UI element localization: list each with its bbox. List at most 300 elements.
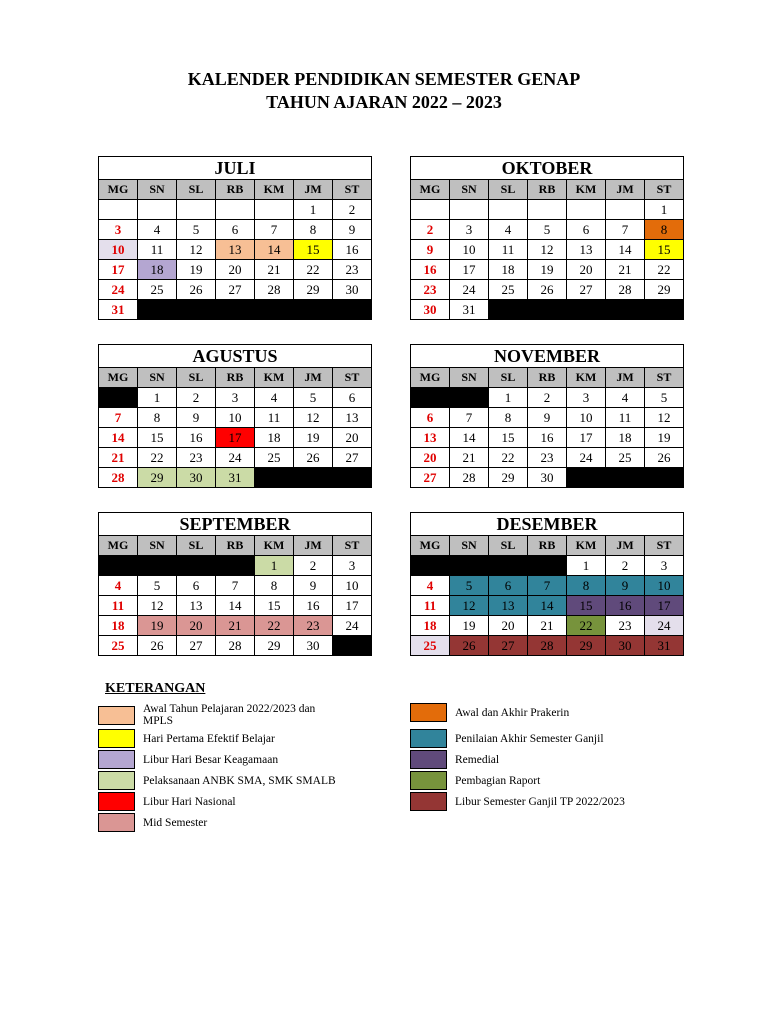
date-cell: 9	[606, 576, 645, 596]
legend-swatch	[98, 771, 135, 790]
date-cell: 21	[99, 448, 138, 468]
date-cell: 23	[606, 616, 645, 636]
week-row	[411, 428, 684, 448]
date-cell: 24	[450, 280, 489, 300]
date-cell: 8	[255, 576, 294, 596]
legend-swatch	[410, 703, 447, 722]
date-cell: 20	[489, 616, 528, 636]
week-row	[411, 576, 684, 596]
date-cell: 18	[255, 428, 294, 448]
date-cell: 28	[450, 468, 489, 488]
date-cell: 22	[294, 260, 333, 280]
calendar-september	[98, 512, 372, 656]
date-cell: 6	[489, 576, 528, 596]
date-cell: 31	[645, 636, 684, 656]
date-cell: 4	[489, 220, 528, 240]
week-row	[99, 596, 372, 616]
date-cell: 14	[450, 428, 489, 448]
date-cell: 3	[450, 220, 489, 240]
date-cell: 26	[528, 280, 567, 300]
day-header: RB	[528, 180, 567, 200]
date-cell: 26	[450, 636, 489, 656]
date-cell: 14	[606, 240, 645, 260]
legend-item	[410, 703, 569, 722]
date-cell: 23	[411, 280, 450, 300]
date-cell	[99, 200, 138, 220]
week-row	[99, 636, 372, 656]
week-row	[411, 388, 684, 408]
date-cell: 29	[294, 280, 333, 300]
date-cell: 3	[333, 556, 372, 576]
date-cell: 3	[567, 388, 606, 408]
date-cell: 22	[567, 616, 606, 636]
date-cell: 9	[528, 408, 567, 428]
date-cell: 18	[99, 616, 138, 636]
date-cell: 10	[333, 576, 372, 596]
date-cell: 6	[411, 408, 450, 428]
date-cell: 11	[255, 408, 294, 428]
date-cell: 28	[528, 636, 567, 656]
day-header: KM	[255, 536, 294, 556]
date-cell: 19	[138, 616, 177, 636]
date-cell: 25	[99, 636, 138, 656]
day-header: RB	[216, 368, 255, 388]
legend-swatch	[98, 792, 135, 811]
day-header: JM	[294, 536, 333, 556]
date-cell: 1	[255, 556, 294, 576]
date-cell	[333, 300, 372, 320]
date-cell: 19	[177, 260, 216, 280]
date-cell: 6	[177, 576, 216, 596]
date-cell: 11	[99, 596, 138, 616]
date-cell: 8	[294, 220, 333, 240]
legend-label: Libur Hari Besar Keagamaan	[143, 753, 279, 766]
week-row	[411, 556, 684, 576]
date-cell: 1	[138, 388, 177, 408]
day-header: SN	[450, 368, 489, 388]
legend-label: Hari Pertama Efektif Belajar	[143, 732, 275, 745]
date-cell: 13	[489, 596, 528, 616]
day-header: ST	[645, 368, 684, 388]
date-cell: 5	[645, 388, 684, 408]
day-header: JM	[606, 536, 645, 556]
date-cell: 18	[411, 616, 450, 636]
date-cell: 5	[138, 576, 177, 596]
date-cell: 26	[645, 448, 684, 468]
week-row	[99, 300, 372, 320]
date-cell: 7	[606, 220, 645, 240]
day-header: SL	[489, 368, 528, 388]
date-cell: 29	[645, 280, 684, 300]
date-cell: 15	[645, 240, 684, 260]
date-cell: 21	[450, 448, 489, 468]
calendar-desember	[410, 512, 684, 656]
date-cell: 13	[333, 408, 372, 428]
legend-item	[98, 703, 348, 727]
legend-swatch	[98, 813, 135, 832]
date-cell	[489, 556, 528, 576]
legend-item	[98, 813, 207, 832]
calendar-juli	[98, 156, 372, 320]
legend-item	[410, 750, 499, 769]
legend-label: Pembagian Raport	[455, 774, 541, 787]
week-row	[411, 240, 684, 260]
date-cell: 1	[489, 388, 528, 408]
date-cell: 28	[216, 636, 255, 656]
date-cell	[216, 556, 255, 576]
date-cell: 7	[450, 408, 489, 428]
date-cell: 24	[216, 448, 255, 468]
date-cell: 30	[528, 468, 567, 488]
legend-swatch	[98, 750, 135, 769]
week-row	[411, 260, 684, 280]
date-cell: 20	[333, 428, 372, 448]
date-cell: 2	[177, 388, 216, 408]
date-cell: 25	[489, 280, 528, 300]
day-header: KM	[567, 368, 606, 388]
date-cell	[294, 300, 333, 320]
day-header: ST	[645, 180, 684, 200]
date-cell: 20	[411, 448, 450, 468]
date-cell: 20	[216, 260, 255, 280]
date-cell	[99, 388, 138, 408]
date-cell: 22	[489, 448, 528, 468]
date-cell: 10	[645, 576, 684, 596]
month-name: SEPTEMBER	[99, 513, 372, 536]
date-cell	[528, 556, 567, 576]
day-header: SN	[138, 368, 177, 388]
date-cell: 25	[606, 448, 645, 468]
date-cell: 10	[450, 240, 489, 260]
date-cell: 27	[567, 280, 606, 300]
date-cell	[450, 200, 489, 220]
date-cell: 19	[645, 428, 684, 448]
date-cell: 27	[411, 468, 450, 488]
date-cell: 29	[138, 468, 177, 488]
date-cell: 23	[294, 616, 333, 636]
day-header: SL	[177, 536, 216, 556]
date-cell	[411, 388, 450, 408]
date-cell: 16	[528, 428, 567, 448]
date-cell: 31	[216, 468, 255, 488]
date-cell: 11	[606, 408, 645, 428]
date-cell: 21	[606, 260, 645, 280]
day-header: SL	[177, 368, 216, 388]
date-cell: 5	[528, 220, 567, 240]
date-cell: 18	[138, 260, 177, 280]
date-cell: 18	[606, 428, 645, 448]
legend-swatch	[98, 729, 135, 748]
date-cell	[333, 636, 372, 656]
date-cell: 5	[450, 576, 489, 596]
day-header: SN	[450, 536, 489, 556]
date-cell: 13	[177, 596, 216, 616]
date-cell	[216, 200, 255, 220]
date-cell: 8	[138, 408, 177, 428]
date-cell: 9	[333, 220, 372, 240]
week-row	[411, 300, 684, 320]
month-name: JULI	[99, 157, 372, 180]
date-cell	[177, 556, 216, 576]
date-cell	[411, 200, 450, 220]
date-cell: 9	[177, 408, 216, 428]
date-cell: 19	[450, 616, 489, 636]
day-header: MG	[99, 368, 138, 388]
week-row	[411, 408, 684, 428]
day-header: ST	[333, 180, 372, 200]
legend-item	[98, 750, 278, 769]
week-row	[411, 448, 684, 468]
date-cell: 23	[333, 260, 372, 280]
day-header: ST	[645, 536, 684, 556]
week-row	[99, 428, 372, 448]
day-header: KM	[255, 180, 294, 200]
date-cell: 7	[255, 220, 294, 240]
date-cell	[138, 200, 177, 220]
calendar-november	[410, 344, 684, 488]
date-cell	[255, 200, 294, 220]
date-cell	[606, 200, 645, 220]
date-cell: 7	[216, 576, 255, 596]
legend-label: Mid Semester	[143, 816, 208, 829]
week-row	[411, 596, 684, 616]
date-cell: 17	[333, 596, 372, 616]
legend-item	[410, 792, 625, 811]
date-cell: 19	[294, 428, 333, 448]
week-row	[99, 388, 372, 408]
date-cell: 2	[606, 556, 645, 576]
day-header: KM	[255, 368, 294, 388]
day-header: KM	[567, 180, 606, 200]
week-row	[411, 616, 684, 636]
date-cell: 16	[294, 596, 333, 616]
date-cell: 2	[411, 220, 450, 240]
date-cell: 7	[528, 576, 567, 596]
week-row	[99, 616, 372, 636]
date-cell: 31	[450, 300, 489, 320]
week-row	[99, 200, 372, 220]
date-cell: 3	[216, 388, 255, 408]
date-cell: 21	[216, 616, 255, 636]
date-cell: 18	[489, 260, 528, 280]
date-cell: 3	[99, 220, 138, 240]
date-cell: 25	[138, 280, 177, 300]
day-header: JM	[606, 368, 645, 388]
date-cell: 6	[333, 388, 372, 408]
date-cell: 11	[138, 240, 177, 260]
date-cell: 30	[411, 300, 450, 320]
day-header: JM	[294, 180, 333, 200]
date-cell	[177, 200, 216, 220]
date-cell: 12	[450, 596, 489, 616]
date-cell: 12	[645, 408, 684, 428]
legend-label: Libur Semester Ganjil TP 2022/2023	[455, 795, 625, 808]
date-cell: 22	[255, 616, 294, 636]
date-cell: 15	[294, 240, 333, 260]
date-cell	[216, 300, 255, 320]
date-cell: 13	[216, 240, 255, 260]
day-header: MG	[411, 368, 450, 388]
date-cell: 6	[567, 220, 606, 240]
week-row	[99, 468, 372, 488]
day-header: MG	[411, 180, 450, 200]
week-row	[99, 260, 372, 280]
date-cell: 9	[294, 576, 333, 596]
day-header: MG	[411, 536, 450, 556]
date-cell: 16	[606, 596, 645, 616]
date-cell: 14	[99, 428, 138, 448]
date-cell: 28	[606, 280, 645, 300]
week-row	[411, 636, 684, 656]
page-title-line2: TAHUN AJARAN 2022 – 2023	[266, 92, 502, 112]
date-cell: 4	[606, 388, 645, 408]
date-cell: 9	[411, 240, 450, 260]
legend-label: Pelaksanaan ANBK SMA, SMK SMALB	[143, 774, 336, 787]
date-cell: 4	[411, 576, 450, 596]
day-header: JM	[294, 368, 333, 388]
day-header: RB	[216, 180, 255, 200]
day-header: ST	[333, 368, 372, 388]
day-header: RB	[216, 536, 255, 556]
date-cell: 30	[177, 468, 216, 488]
date-cell	[645, 468, 684, 488]
date-cell: 2	[294, 556, 333, 576]
week-row	[99, 220, 372, 240]
date-cell	[450, 388, 489, 408]
legend-title: KETERANGAN	[105, 681, 206, 696]
calendar-oktober	[410, 156, 684, 320]
date-cell: 14	[216, 596, 255, 616]
day-header: RB	[528, 536, 567, 556]
date-cell: 1	[645, 200, 684, 220]
date-cell: 14	[255, 240, 294, 260]
date-cell: 13	[411, 428, 450, 448]
legend-label: Remedial	[455, 753, 500, 766]
week-row	[411, 468, 684, 488]
date-cell: 20	[177, 616, 216, 636]
day-header: SN	[450, 180, 489, 200]
page-title-line1: KALENDER PENDIDIKAN SEMESTER GENAP	[187, 69, 581, 89]
date-cell: 16	[411, 260, 450, 280]
date-cell: 25	[255, 448, 294, 468]
week-row	[99, 280, 372, 300]
legend-label: Penilaian Akhir Semester Ganjil	[455, 732, 604, 745]
calendar-agustus	[98, 344, 372, 488]
date-cell	[606, 300, 645, 320]
legend-swatch	[410, 792, 447, 811]
date-cell: 25	[411, 636, 450, 656]
date-cell	[489, 300, 528, 320]
date-cell: 2	[528, 388, 567, 408]
date-cell: 7	[99, 408, 138, 428]
date-cell: 21	[528, 616, 567, 636]
legend-label: Awal dan Akhir Prakerin	[455, 706, 570, 719]
legend-item	[410, 771, 540, 790]
legend-label: Libur Hari Nasional	[143, 795, 236, 808]
day-header: SN	[138, 536, 177, 556]
date-cell: 12	[294, 408, 333, 428]
date-cell	[138, 300, 177, 320]
date-cell: 8	[489, 408, 528, 428]
date-cell: 22	[645, 260, 684, 280]
day-header: SL	[489, 536, 528, 556]
day-header: ST	[333, 536, 372, 556]
date-cell: 12	[138, 596, 177, 616]
date-cell: 30	[333, 280, 372, 300]
legend-item	[98, 729, 275, 748]
date-cell	[294, 468, 333, 488]
day-header: MG	[99, 180, 138, 200]
date-cell: 11	[489, 240, 528, 260]
date-cell	[528, 200, 567, 220]
date-cell: 23	[528, 448, 567, 468]
date-cell: 26	[138, 636, 177, 656]
date-cell: 8	[645, 220, 684, 240]
date-cell	[606, 468, 645, 488]
date-cell: 27	[177, 636, 216, 656]
date-cell: 3	[645, 556, 684, 576]
date-cell: 27	[489, 636, 528, 656]
date-cell	[255, 300, 294, 320]
date-cell	[645, 300, 684, 320]
date-cell: 30	[606, 636, 645, 656]
date-cell	[489, 200, 528, 220]
date-cell: 21	[255, 260, 294, 280]
week-row	[99, 556, 372, 576]
legend-swatch	[410, 771, 447, 790]
date-cell: 11	[411, 596, 450, 616]
date-cell: 26	[177, 280, 216, 300]
day-header: SL	[177, 180, 216, 200]
date-cell: 1	[294, 200, 333, 220]
date-cell: 31	[99, 300, 138, 320]
date-cell: 1	[567, 556, 606, 576]
date-cell: 15	[489, 428, 528, 448]
date-cell: 29	[255, 636, 294, 656]
day-header: MG	[99, 536, 138, 556]
date-cell: 22	[138, 448, 177, 468]
date-cell: 28	[99, 468, 138, 488]
date-cell	[99, 556, 138, 576]
date-cell: 14	[528, 596, 567, 616]
legend-item	[410, 729, 604, 748]
date-cell: 16	[177, 428, 216, 448]
date-cell: 17	[216, 428, 255, 448]
legend-item	[98, 792, 236, 811]
date-cell: 27	[216, 280, 255, 300]
date-cell: 24	[99, 280, 138, 300]
date-cell	[567, 468, 606, 488]
date-cell: 29	[567, 636, 606, 656]
date-cell: 2	[333, 200, 372, 220]
day-header: KM	[567, 536, 606, 556]
month-name: AGUSTUS	[99, 345, 372, 368]
day-header: SL	[489, 180, 528, 200]
date-cell: 5	[177, 220, 216, 240]
date-cell: 23	[177, 448, 216, 468]
date-cell: 6	[216, 220, 255, 240]
date-cell: 26	[294, 448, 333, 468]
date-cell: 19	[528, 260, 567, 280]
week-row	[99, 576, 372, 596]
day-header: JM	[606, 180, 645, 200]
date-cell: 17	[450, 260, 489, 280]
legend-label: Awal Tahun Pelajaran 2022/2023 dan MPLS	[143, 703, 316, 727]
legend-swatch	[410, 729, 447, 748]
date-cell: 24	[333, 616, 372, 636]
day-header: SN	[138, 180, 177, 200]
week-row	[99, 448, 372, 468]
